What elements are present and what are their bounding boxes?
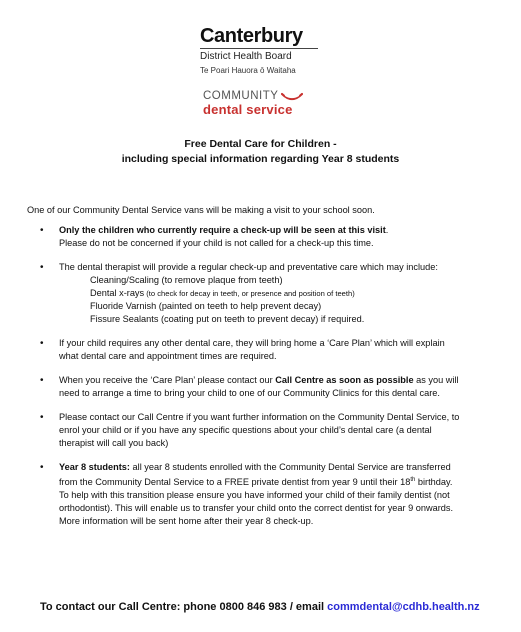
logo-service-line2: dental service (203, 102, 293, 117)
bullet-contact: • Please contact our Call Centre if you want further information on the Community Dental Service, to enrol your child or if you have any specific questions about your child’s dental care (a dental therapist will call you back) (40, 411, 490, 450)
email-link[interactable]: commdental@cdhb.health.nz (327, 601, 480, 613)
list-item: Cleaning/Scaling (to remove plaque from teeth) (90, 275, 283, 285)
bullet-checkup: • Only the children who currently require a check-up will be seen at this visit. Please do not be concerned if your child is not called for a check-up this time. (40, 224, 490, 250)
call-centre-bold: Call Centre as soon as possible (275, 375, 414, 385)
logo-org-name: Canterbury (200, 25, 303, 47)
footer-contact: To contact our Call Centre: phone 0800 846 983 / email commdental@cdhb.health.nz (40, 601, 480, 613)
checkup-line2: Please do not be concerned if your child is not called for a check-up this time. (59, 238, 374, 248)
cdhb-logo (200, 26, 340, 77)
list-item: Fluoride Varnish (painted on teeth to help prevent decay) (90, 301, 322, 311)
logo-service-line1: COMMUNITY (203, 90, 279, 102)
page-title-line1: Free Dental Care for Children - (184, 138, 337, 150)
bullet-therapist (40, 261, 490, 326)
bullet-care-plan: • If your child requires any other dental care, they will bring home a ‘Care Plan’ which will explain what dental care and appointment times are required. (40, 337, 490, 363)
checkup-bold: Only the children who currently require a check-up will be seen at this visit (59, 225, 386, 235)
year8-bold: Year 8 students: (59, 462, 130, 472)
community-dental-logo (203, 90, 343, 117)
therapist-lead: • The dental therapist will provide a regular check-up and preventative care which may include: (59, 262, 438, 272)
bullet-list (40, 224, 490, 539)
logo-org-sub: District Health Board (200, 51, 292, 62)
list-item: Dental x-rays (to check for decay in teeth, or presence and position of teeth) (90, 288, 355, 298)
page-title-line2: including special information regarding Year 8 students (121, 153, 400, 165)
intro-text: One of our Community Dental Service vans will be making a visit to your school soon. (27, 205, 375, 215)
logo-org-maori: Te Poari Hauora ō Waitaha (200, 66, 296, 75)
bullet-call-centre: • When you receive the ‘Care Plan’ please contact our Call Centre as soon as possible as you will need to arrange a time to bring your child to one of our Community Clinics for this dental care. (40, 374, 490, 400)
bullet-year8: • Year 8 students: all year 8 students enrolled with the Community Dental Service are transferred from the Community Dental Service to a FREE private dentist from year 9 until their 18th birthday. To help with this transition please ensure you have informed your child of their family dentist (not orthodontist). This will enable us to transfer your child onto the correct dentist for year 9 onwards. More information will be sent home after their year 8 check-up. (40, 461, 490, 528)
logo-divider (200, 48, 318, 49)
smile-icon (281, 92, 303, 102)
list-item: Fissure Sealants (coating put on teeth to prevent decay) if required. (90, 314, 365, 324)
